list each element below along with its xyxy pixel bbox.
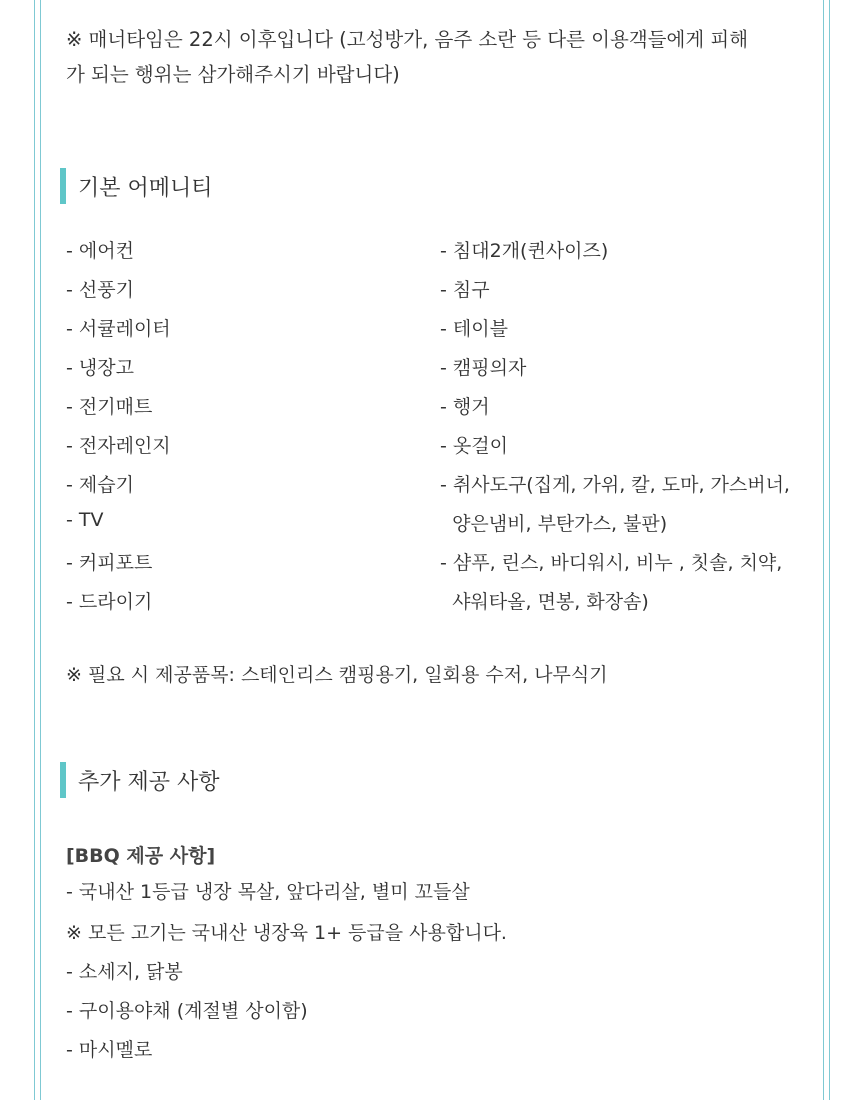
frame-line-left-outer (34, 0, 35, 1100)
list-item: - 서큘레이터 (66, 318, 171, 340)
list-item: - 선풍기 (66, 279, 134, 301)
list-item: - 옷걸이 (440, 435, 508, 457)
list-item: - 냉장고 (66, 357, 134, 379)
frame-line-left-inner (40, 0, 41, 1100)
list-item: - 드라이기 (66, 591, 153, 613)
section-accent-bar (60, 762, 66, 798)
list-item: - 침구 (440, 279, 490, 301)
list-item: - 캠핑의자 (440, 357, 527, 379)
bbq-heading: [BBQ 제공 사항] (66, 845, 216, 867)
list-item: ※ 모든 고기는 국내산 냉장육 1+ 등급을 사용합니다. (66, 922, 507, 944)
list-item: - 제습기 (66, 474, 134, 496)
list-item-continued: 양은냄비, 부탄가스, 불판) (440, 513, 668, 535)
list-item: - TV (66, 509, 104, 531)
list-item: - 샴푸, 린스, 바디워시, 비누 , 칫솔, 치약, (440, 552, 783, 574)
notice-line-2: 가 되는 행위는 삼가해주시기 바랍니다) (66, 63, 400, 86)
list-item: - 행거 (440, 396, 490, 418)
manner-time-notice (66, 22, 826, 92)
notice-line-1: ※ 매너타임은 22시 이후입니다 (고성방가, 음주 소란 등 다른 이용객들에게 피해 (66, 28, 749, 51)
list-item: - 마시멜로 (66, 1039, 153, 1061)
list-item: - 국내산 1등급 냉장 목살, 앞다리살, 별미 꼬들살 (66, 881, 470, 903)
list-item: - 전기매트 (66, 396, 153, 418)
section-accent-bar (60, 168, 66, 204)
list-item: - 소세지, 닭봉 (66, 961, 183, 983)
list-item: - 구이용야채 (계절별 상이함) (66, 1000, 308, 1022)
amenities-title: 기본 어메니티 (78, 175, 213, 201)
list-item: - 커피포트 (66, 552, 153, 574)
list-item: - 테이블 (440, 318, 508, 340)
list-item: - 침대2개(퀸사이즈) (440, 240, 609, 262)
extra-title: 추가 제공 사항 (78, 769, 220, 795)
amenities-note: ※ 필요 시 제공품목: 스테인리스 캠핑용기, 일회용 수저, 나무식기 (66, 664, 608, 686)
frame-line-right-outer (829, 0, 830, 1100)
extra-section-title (60, 762, 220, 798)
list-item: - 에어컨 (66, 240, 134, 262)
list-item-continued: 샤워타올, 면봉, 화장솜) (440, 591, 649, 613)
frame-line-right-inner (823, 0, 824, 1100)
amenities-section-title (60, 168, 213, 204)
list-item: - 전자레인지 (66, 435, 171, 457)
list-item: - 취사도구(집게, 가위, 칼, 도마, 가스버너, (440, 474, 790, 496)
